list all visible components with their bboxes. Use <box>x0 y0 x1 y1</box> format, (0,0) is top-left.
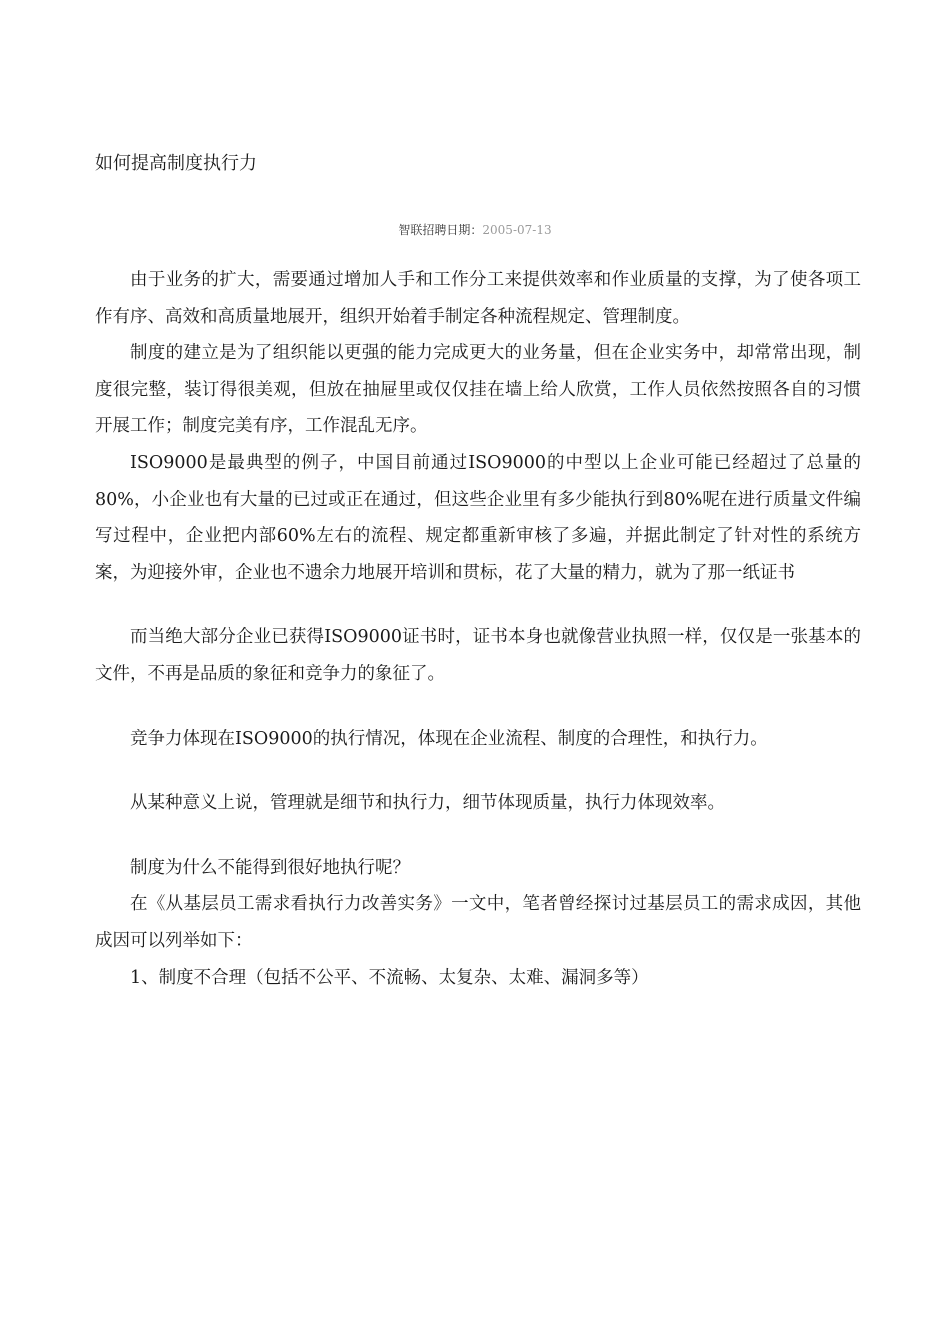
paragraph: ISO9000是最典型的例子，中国目前通过ISO9000的中型以上企业可能已经超过了总量的80%，小企业也有大量的已过或正在通过，但这些企业里有多少能执行到80%呢在进行质量文件编写过程中，企业把内部60%左右的流程、规定都重新审核了多遍，并据此制定了针对性的系统方案，为迎接外审，企业也不遗余力地展开培训和贯标，花了大量的精力，就为了那一纸证书 <box>95 452 861 583</box>
paragraph: 在《从基层员工需求看执行力改善实务》一文中，笔者曾经探讨过基层员工的需求成因，其他成因可以列举如下： <box>95 894 861 951</box>
source-line <box>0 222 950 238</box>
paragraph: 从某种意义上说，管理就是细节和执行力，细节体现质量，执行力体现效率。 <box>130 793 725 814</box>
paragraph: 由于业务的扩大，需要通过增加人手和工作分工来提供效率和作业质量的支撑，为了使各项工作有序、高效和高质量地展开，组织开始着手制定各种流程规定、管理制度。 <box>95 270 861 327</box>
paragraph: 制度的建立是为了组织能以更强的能力完成更大的业务量，但在企业实务中，却常常出现，制度很完整，装订得很美观，但放在抽屉里或仅仅挂在墙上给人欣赏，工作人员依然按照各自的习惯开展工作；制度完美有序，工作混乱无序。 <box>95 343 861 437</box>
paragraph: 而当绝大部分企业已获得ISO9000证书时，证书本身也就像营业执照一样，仅仅是一张基本的文件，不再是品质的象征和竞争力的象征了。 <box>95 627 861 684</box>
source-label: 智联招聘日期： <box>398 223 483 237</box>
publish-date: 2005-07-13 <box>482 223 552 237</box>
document-title: 如何提高制度执行力 <box>95 153 257 174</box>
article-body <box>95 262 861 996</box>
paragraph: 制度为什么不能得到很好地执行呢？ <box>130 857 410 878</box>
paragraph: 竞争力体现在ISO9000的执行情况，体现在企业流程、制度的合理性，和执行力。 <box>130 728 768 749</box>
list-item: 1、制度不合理（包括不公平、不流畅、太复杂、太难、漏洞多等） <box>130 967 649 988</box>
